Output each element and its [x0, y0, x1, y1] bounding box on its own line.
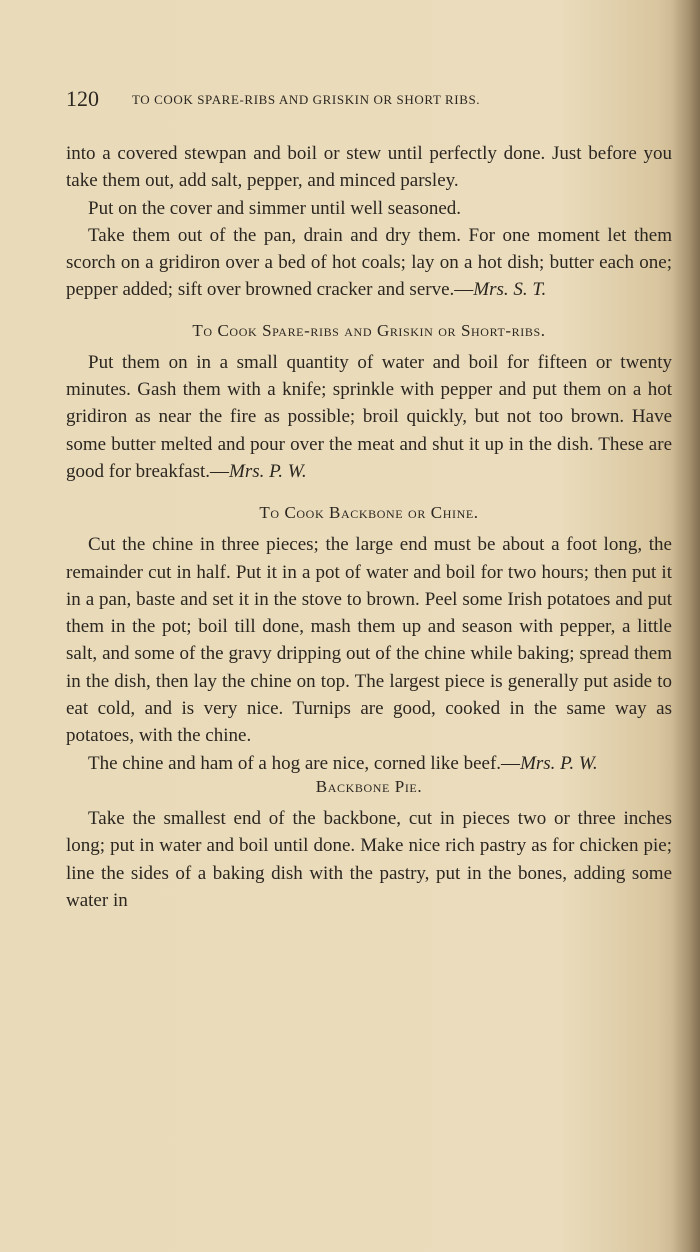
page-number: 120 [66, 86, 99, 111]
recipe-heading: To Cook Spare-ribs and Griskin or Short-ribs. [192, 320, 546, 340]
paragraph-text: Cut the chine in three pieces; the large end must be about a foot long, the remainder cut in half. Put it in a pot of water and boil for two hours; then put it in a pan, baste and set it in the stove to brown. Peel some Irish potatoes and put them in the pot; boil till done, mash them up and season with pepper, a little salt, and some of the gravy dripping out of the chine while baking; spread them in the dish, then lay the chine on top. The largest piece is generally put aside to eat cold, and is very nice. Turnips are good, cooked in the same way as potatoes, with the chine. [66, 534, 672, 747]
paragraph-text: Put on the cover and simmer until well seasoned. [88, 197, 462, 219]
recipe-attribution: Mrs. S. T. [473, 279, 547, 301]
paragraph [66, 805, 672, 914]
paragraph [66, 222, 672, 304]
paragraph-text: into a covered stewpan and boil or stew until perfectly done. Just before you take them out, add salt, pepper, and minced parsley. [66, 143, 672, 192]
paragraph [66, 750, 672, 777]
paragraph-text: Put them on in a small quantity of water and boil for fifteen or twenty minutes. Gash them with a knife; sprinkle with pepper and put them on a hot gridiron as near the fire as possible; broil quickly, but not too brown. Have some butter melted and pour over the meat and shut it up in the dish. These are good for breakfast.— [66, 351, 672, 482]
paragraph [66, 195, 672, 222]
page-body [66, 140, 672, 914]
running-title: TO COOK SPARE-RIBS AND GRISKIN OR SHORT RIBS. [132, 92, 481, 107]
paragraph [66, 531, 672, 749]
recipe-heading: Backbone Pie. [315, 776, 423, 796]
recipe-attribution: Mrs. P. W. [229, 460, 307, 482]
page-header [66, 86, 626, 116]
paragraph-text: Take them out of the pan, drain and dry them. For one moment let them scorch on a gridiron over a bed of hot coals; lay on a hot dish; butter each one; pepper added; sift over browned cracker and serve.— [66, 224, 672, 301]
paragraph [66, 349, 672, 485]
paragraph [66, 140, 672, 195]
page-edge-shadow [672, 0, 700, 1252]
recipe-attribution: Mrs. P. W. [520, 752, 598, 774]
paragraph-text: Take the smallest end of the backbone, cut in pieces two or three inches long; put in water and boil until done. Make nice rich pastry as for chicken pie; line the sides of a baking dish with the pastry, put in the bones, adding some water in [66, 807, 672, 911]
paragraph-text: The chine and ham of a hog are nice, corned like beef.— [88, 752, 521, 774]
recipe-heading: To Cook Backbone or Chine. [259, 503, 479, 523]
